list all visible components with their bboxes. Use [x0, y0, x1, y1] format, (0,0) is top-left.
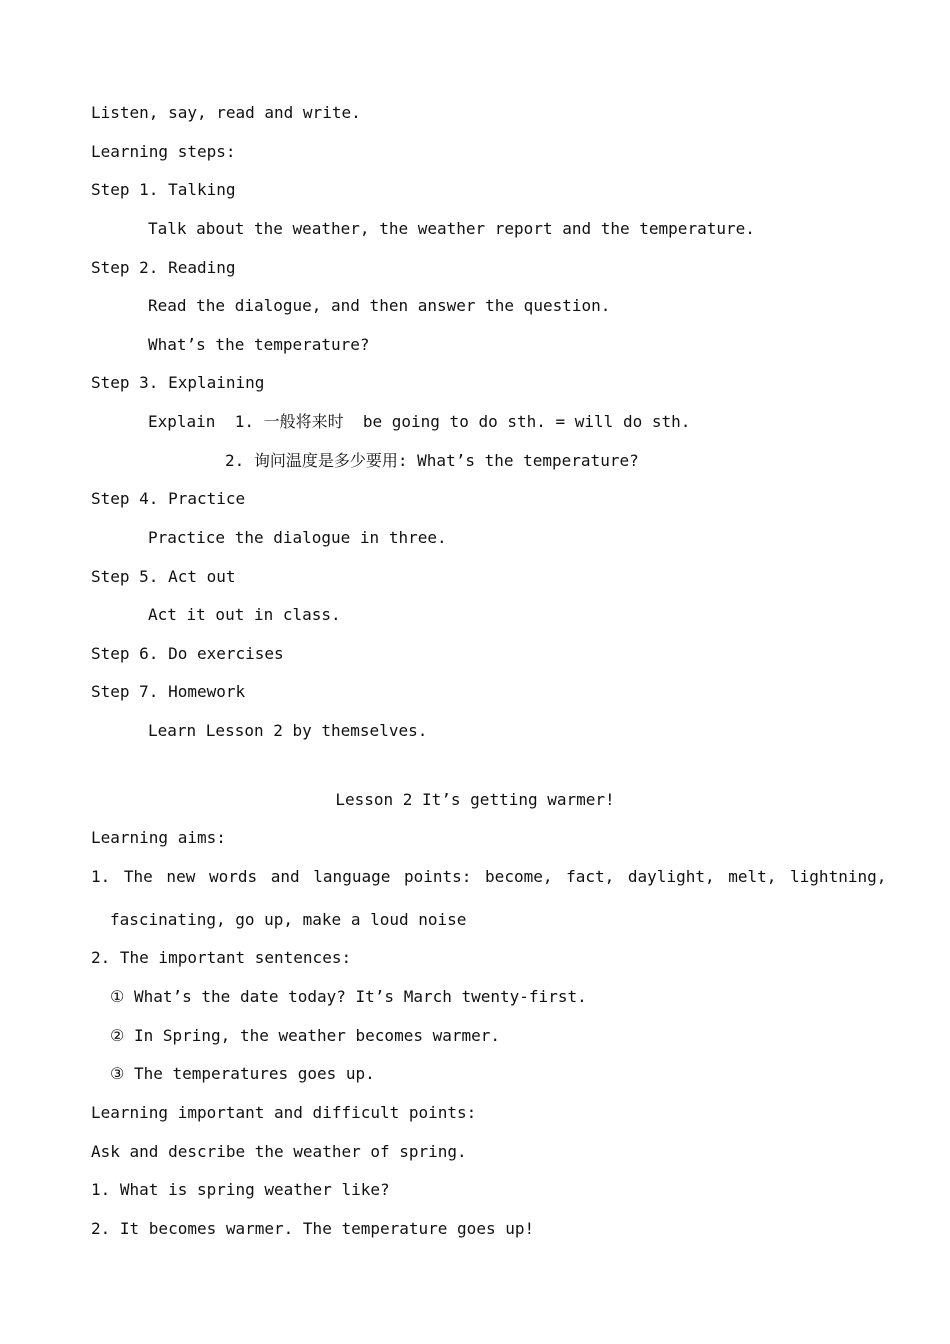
learning-aims-heading: Learning aims: [91, 828, 226, 847]
step-3-heading: Step 3. Explaining [91, 373, 265, 392]
step-6-heading: Step 6. Do exercises [91, 644, 284, 663]
learning-steps-heading: Learning steps: [91, 142, 236, 161]
step-2-question: What’s the temperature? [148, 335, 370, 354]
step-1-text: Talk about the weather, the weather report and the temperature. [148, 219, 755, 238]
aim-1-line-1: 1. The new words and language points: become, fact, daylight, melt, lightning, [91, 867, 887, 886]
important-points-heading: Learning important and difficult points: [91, 1103, 477, 1122]
lesson-2-title: Lesson 2 It’s getting warmer! [335, 790, 615, 809]
step-5-text: Act it out in class. [148, 605, 341, 624]
step-2-heading: Step 2. Reading [91, 258, 236, 277]
step-3-explain-1: Explain 1. 一般将来时 be going to do sth. = will do sth. [148, 412, 691, 431]
important-sentence-2: ② In Spring, the weather becomes warmer. [110, 1026, 501, 1045]
step-4-text: Practice the dialogue in three. [148, 528, 447, 547]
step-3-explain-2: 2. 询问温度是多少要用: What’s the temperature? [225, 451, 639, 470]
important-sentence-3: ③ The temperatures goes up. [110, 1064, 375, 1083]
intro-line: Listen, say, read and write. [91, 103, 361, 122]
step-7-heading: Step 7. Homework [91, 682, 246, 701]
aim-1-line-2: fascinating, go up, make a loud noise [110, 910, 467, 929]
step-5-heading: Step 5. Act out [91, 567, 236, 586]
step-4-heading: Step 4. Practice [91, 489, 246, 508]
step-2-text: Read the dialogue, and then answer the question. [148, 296, 611, 315]
important-sentence-1: ① What’s the date today? It’s March twenty-first. [110, 987, 587, 1006]
question-2: 2. It becomes warmer. The temperature goes up! [91, 1219, 535, 1238]
question-1: 1. What is spring weather like? [91, 1180, 390, 1199]
aim-2-heading: 2. The important sentences: [91, 948, 352, 967]
ask-describe-line: Ask and describe the weather of spring. [91, 1142, 467, 1161]
step-1-heading: Step 1. Talking [91, 180, 236, 199]
step-7-text: Learn Lesson 2 by themselves. [148, 721, 428, 740]
